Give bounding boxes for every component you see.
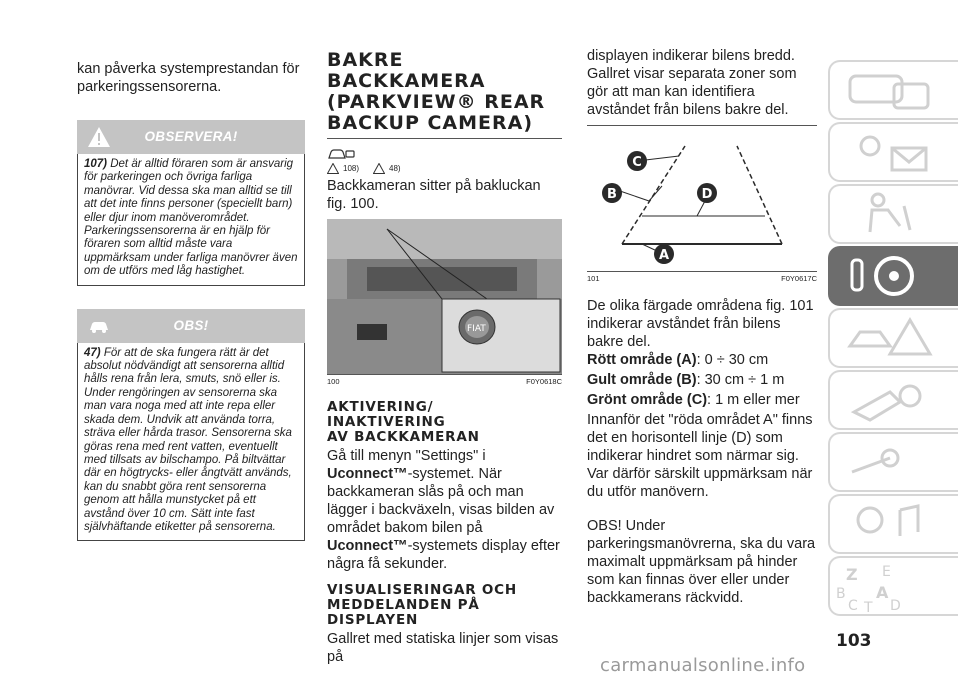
paragraph: Innanför det "röda området A" finns det en horisontell linje (D) som indikerar hindret som närmar sig. Var därför särskilt uppmärksam när du utför manövern. (587, 412, 813, 500)
label-a: A (658, 248, 670, 263)
svg-text:B: B (836, 586, 846, 602)
car-camera-icon (327, 147, 355, 161)
steering-key-icon (830, 248, 958, 304)
section-heading-line: BACKUP CAMERA) (327, 112, 534, 134)
paragraph: displayen indikerar bilens bredd. Gallret visar separata zoner som gör att man kan identifiera avståndet från bilens bakre del. (587, 48, 797, 118)
text-run: -systemet. När backkameran slås på och man lägger i backväxeln, visas bilden av området bakom bilen på (327, 466, 555, 536)
parking-grid-diagram (587, 126, 817, 271)
note-text: För att de ska fungera rätt är det absolut nödvändigt att sensorerna alltid hålls rena från lera, smuts, snö eller is. Under rengöringen av sensorerna ska man vara noga med att inte repa eller skada dem. Undvik att använda torra, sträva eller hårda trasor. Sensorerna ska göras rena med rent vatten, eventuellt med tillsats av bilschampo. På biltvättar där en högtrycks- eller ångtvätt används, kan du snabbt göra rent sensorerna genom att hålla munstycket på ett avstånd över 10 cm. Sätt inte fast självhäftande etiketter på sensorerna. (84, 346, 292, 533)
figure-caption (587, 272, 817, 283)
watermark: carmanualsonline.info (600, 655, 806, 676)
car-dashboard-icon (830, 62, 958, 118)
observera-title: OBSERVERA! (144, 129, 238, 144)
zone-b-line (587, 371, 817, 389)
zone-value: : 1 m eller mer (707, 392, 800, 408)
zone-label: Gult område (B) (587, 372, 697, 388)
warning-triangle-icon (327, 163, 339, 174)
zone-value: : 0 ÷ 30 cm (696, 352, 769, 368)
warn-refs (327, 163, 562, 174)
zone-label: Rött område (A) (587, 352, 697, 368)
warning-triangle-icon (373, 163, 385, 174)
paragraph: Gallret med statiska linjer som visas på (327, 631, 559, 665)
warn-ref: 108) (343, 164, 360, 173)
obs-title: OBS! (173, 317, 209, 333)
zone-label: Grönt område (C) (587, 392, 708, 408)
subheading-line: AKTIVERING/ (327, 399, 434, 415)
svg-text:FIAT: FIAT (467, 324, 486, 334)
figure-caption (327, 375, 562, 386)
obs-body (77, 343, 305, 542)
index-letters-icon (830, 558, 958, 614)
warn-icon-row (327, 147, 562, 161)
sidebar-tab-dashboard[interactable] (828, 60, 958, 120)
page-number: 103 (836, 631, 872, 651)
sidebar-tab-safety[interactable] (828, 184, 958, 244)
svg-text:C: C (848, 598, 858, 614)
svg-text:Z: Z (846, 565, 858, 584)
paragraph: Backkameran sitter på bakluckan fig. 100. (327, 178, 541, 212)
observera-header (77, 120, 305, 154)
figure-code: F0Y0617C (781, 274, 817, 283)
rear-car-photo (327, 219, 562, 374)
zone-c-line (587, 391, 817, 409)
label-d: D (701, 187, 713, 202)
sidebar-tab-driving[interactable] (828, 246, 958, 306)
label-b: B (607, 187, 617, 202)
service-icon (830, 372, 958, 428)
subheading-line: INAKTIVERING (327, 414, 446, 430)
figure-number: 100 (327, 377, 340, 386)
section-heading-line: BAKRE (327, 49, 404, 71)
zone-a-line (587, 351, 817, 369)
zone-value: : 30 cm ÷ 1 m (696, 372, 785, 388)
svg-text:T: T (864, 600, 873, 614)
brand-name: Uconnect™ (327, 538, 408, 554)
paragraph: OBS! Under parkeringsmanövrerna, ska du vara maximalt uppmärksam på hinder som kan finnas över eller under backkamerans räckvidd. (587, 518, 816, 606)
sidebar-tab-multimedia[interactable] (828, 494, 958, 554)
sidebar-tab-maintenance[interactable] (828, 370, 958, 430)
obs-header (77, 309, 305, 343)
figure-code: F0Y0618C (526, 377, 562, 386)
figure-101-diagram (587, 126, 817, 271)
figure-100-image (327, 219, 562, 374)
subheading-line: MEDDELANDEN PÅ (327, 597, 480, 613)
label-c: C (632, 155, 642, 170)
subheading-line: AV BACKKAMERAN (327, 429, 480, 445)
svg-text:E: E (882, 564, 891, 580)
warning-lights-icon (830, 124, 958, 180)
svg-text:D: D (890, 598, 901, 614)
section-heading-line: BACKKAMERA (327, 70, 486, 92)
technical-icon (830, 434, 958, 490)
observera-body (77, 154, 305, 286)
right-column (587, 0, 817, 607)
svg-text:A: A (876, 583, 889, 602)
sidebar-tab-index[interactable] (828, 556, 958, 616)
crash-warning-icon (830, 310, 958, 366)
sidebar-tab-technical[interactable] (828, 432, 958, 492)
left-column (77, 0, 305, 541)
multimedia-icon (830, 496, 958, 552)
middle-column (327, 0, 562, 666)
subheading-line: DISPLAYEN (327, 612, 419, 628)
intro-text: kan påverka systemprestandan för parkeringssensorerna. (77, 61, 300, 95)
note-text: Det är alltid föraren som är ansvarig för parkeringen och övriga farliga manövrar. Vid dessa ska man alltid se till att det inte finns personer (speciellt barn) eller djur inom manöverområdet. Parkeringssensorerna är en hjälp för föraren som alltid måste vara uppmärksam under farliga manövrer även om de utförs med låg hastighet. (84, 158, 298, 278)
text-run: Gå till menyn "Settings" i (327, 448, 486, 464)
note-ref: 107) (84, 158, 108, 170)
paragraph: De olika färgade områdena fig. 101 indikerar avståndet från bilens bakre del. (587, 298, 814, 350)
paragraph (327, 447, 562, 573)
figure-number: 101 (587, 274, 600, 283)
brand-name: Uconnect™ (327, 466, 408, 482)
section-heading-line: (PARKVIEW® REAR (327, 91, 546, 113)
sidebar-tab-warning-lights[interactable] (828, 122, 958, 182)
sidebar-tab-emergency[interactable] (828, 308, 958, 368)
warn-ref: 48) (389, 164, 401, 173)
heading-rule (327, 138, 562, 139)
seat-person-icon (830, 186, 958, 242)
text-run: -systemets display efter några få sekunder. (327, 538, 560, 572)
subheading-line: VISUALISERINGAR OCH (327, 582, 517, 598)
note-ref: 47) (84, 346, 101, 359)
